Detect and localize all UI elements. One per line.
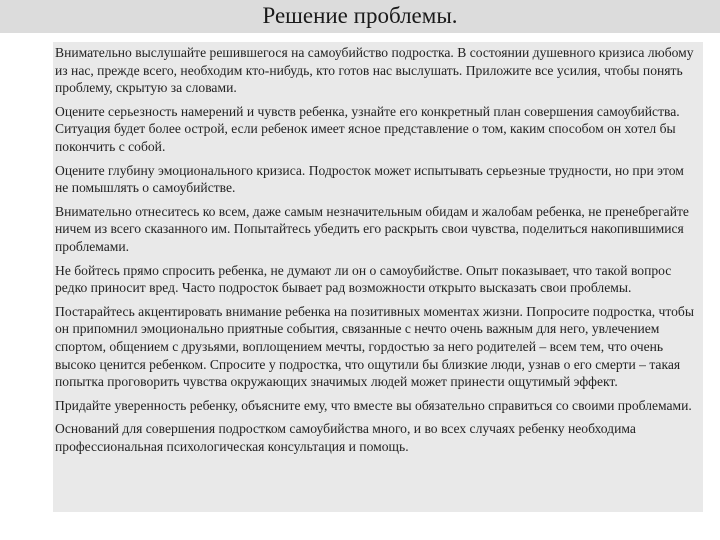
paragraph-ask-directly: Не бойтесь прямо спросить ребенка, не думают ли он о самоубийстве. Опыт показывает, что такой вопрос редко приносит вред. Часто подросток бывает рад возможности открыто высказать свои проблемы. — [55, 262, 672, 296]
paragraph-assess-intent: Оцените серьезность намерений и чувств ребенка, узнайте его конкретный план совершения самоубийства. Ситуация будет более острой, если ребенок имеет ясное представление о том, каким способом он хотел бы покончить с собой. — [55, 103, 680, 154]
title-bar — [0, 0, 720, 33]
paragraph-assess-crisis: Оцените глубину эмоционального кризиса. Подросток может испытывать серьезные трудности, но при этом не помышлять о самоубийстве. — [55, 162, 684, 196]
paragraph-positive-moments: Постарайтесь акцентировать внимание ребенка на позитивных моментах жизни. Попросите подростка, чтобы он припомнил эмоционально приятные события, связанные с нечто очень важным для него, увлечением спортом, общением с друзьями, воплощением мечты, гордостью за него родителей – всем тем, что очень высоко ценится ребенком. Спросите у подростка, что ощутили бы близкие люди, узнав о его смерти – такая попытка проговорить чувства окружающих значимых людей может принести ощутимый эффект. — [55, 303, 694, 390]
paragraph-attend-complaints: Внимательно отнеситесь ко всем, даже самым незначительным обидам и жалобам ребенка, не пренебрегайте ничем из всего сказанного им. Попытайтесь убедить его раскрыть свои чувства, поделиться накопившимися проблемами. — [55, 203, 689, 254]
content-area — [53, 42, 703, 512]
paragraph-give-confidence: Придайте уверенность ребенку, объясните ему, что вместе вы обязательно справиться со своими проблемами. — [55, 397, 692, 413]
paragraph-listen: Внимательно выслушайте решившегося на самоубийство подростка. В состоянии душевного кризиса любому из нас, прежде всего, необходим кто-нибудь, кто готов нас выслушать. Приложите все усилия, чтобы понять проблему, скрытую за словами. — [55, 45, 694, 96]
paragraph-professional-help: Оснований для совершения подростком самоубийства много, и во всех случаях ребенку необходима профессиональная психологическая консультация и помощь. — [55, 421, 636, 454]
slide-title: Решение проблемы. — [262, 3, 458, 28]
